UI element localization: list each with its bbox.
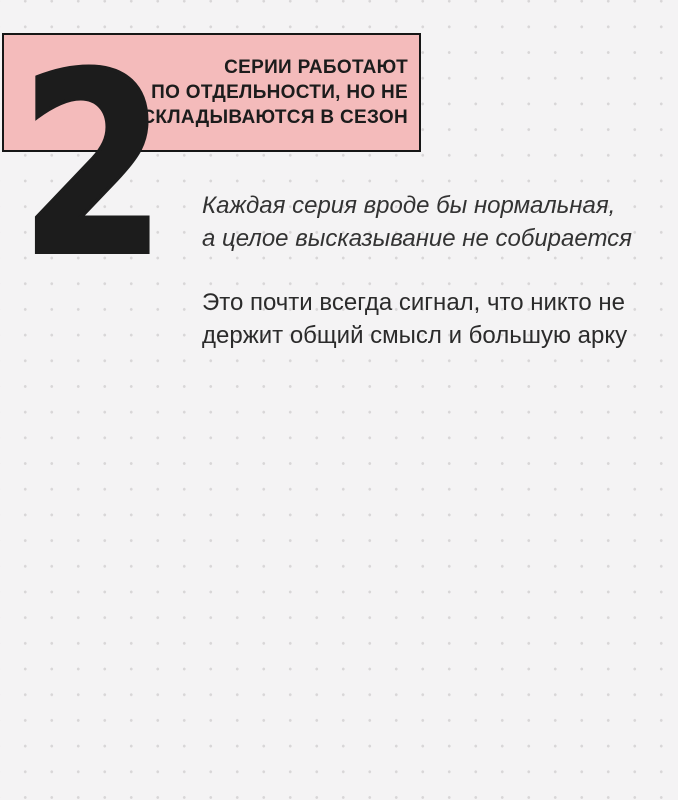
heading-line-3: СКЛАДЫВАЮТСЯ В СЕЗОН xyxy=(141,107,408,128)
lead-paragraph xyxy=(202,189,632,255)
body-line-1: Это почти всегда сигнал, что никто не xyxy=(202,289,626,316)
lead-line-2: а целое высказывание не собирается xyxy=(202,225,632,252)
slide-number: 2 xyxy=(20,20,167,311)
lead-line-1: Каждая серия вроде бы нормальная, xyxy=(202,192,616,219)
body-paragraph xyxy=(202,286,627,352)
heading-line-2: ПО ОТДЕЛЬНОСТИ, НО НЕ xyxy=(151,82,408,103)
body-line-2: держит общий смысл и большую арку xyxy=(202,322,628,349)
heading-line-1: СЕРИИ РАБОТАЮТ xyxy=(224,57,408,78)
